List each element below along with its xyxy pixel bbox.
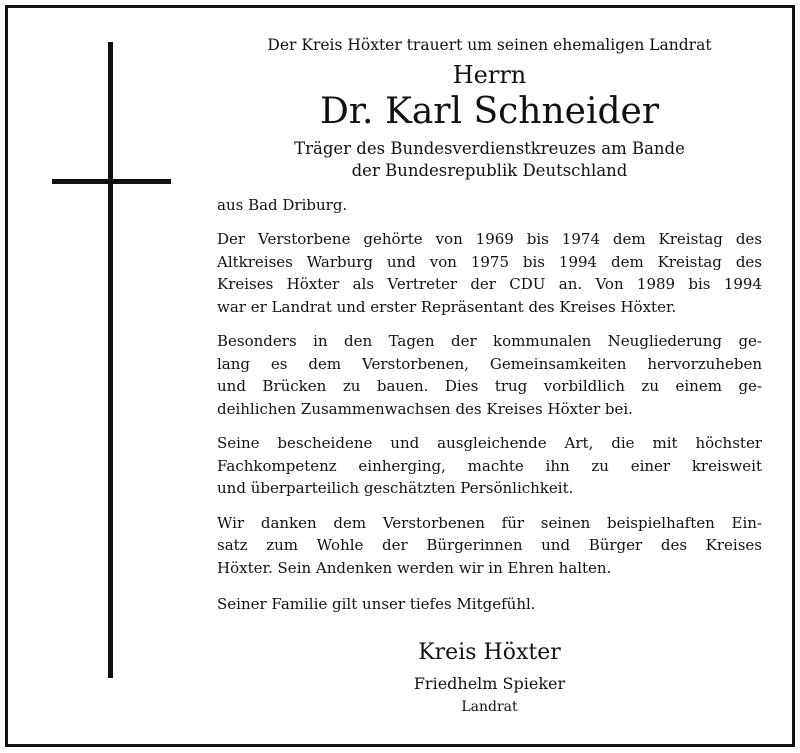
intro-line: Der Kreis Höxter trauert um seinen ehemaligen Landrat [267, 36, 712, 54]
salutation: Herrn [452, 61, 527, 89]
text-line: Besonders in den Tagen der kommunalen Neugliederung ge- [217, 332, 762, 350]
text-line: war er Landrat und erster Repräsentant des Kreises Höxter. [217, 297, 677, 316]
deceased-name: Dr. Karl Schneider [319, 91, 660, 132]
text-line: Wir danken dem Verstorbenen für seinen beispielhaften Ein- [217, 513, 762, 532]
text-line: Höxter. Sein Andenken werden wir in Ehren halten. [217, 558, 612, 577]
text-line: deihlichen Zusammenwachsen des Kreises Höxter bei. [217, 399, 633, 418]
text-line: und Brücken zu bauen. Dies trug vorbildlich zu einem ge- [217, 377, 762, 395]
cross-icon-horizontal-bar [52, 179, 171, 184]
signature-organization: Kreis Höxter [418, 640, 561, 665]
honor-line: Träger des Bundesverdienstkreuzes am Bande [294, 139, 685, 158]
honor-text [217, 138, 762, 182]
text-line: Kreises Höxter als Vertreter der CDU an. Von 1989 bis 1994 [217, 275, 762, 293]
origin-text: aus Bad Driburg. [217, 196, 348, 214]
honor-line: der Bundesrepublik Deutschland [351, 161, 628, 180]
condolence-line: Seiner Familie gilt unser tiefes Mitgefühl. [217, 595, 536, 613]
text-line: Altkreises Warburg und von 1975 bis 1994 dem Kreistag des [217, 252, 762, 271]
text-line: Fachkompetenz einherging, machte ihn zu einer kreisweit [217, 456, 762, 475]
paragraph-character [217, 432, 762, 500]
text-line: satz zum Wohle der Bürgerinnen und Bürger des Kreises [217, 536, 762, 554]
paragraph-thanks [217, 512, 762, 580]
text-line: lang es dem Verstorbenen, Gemeinsamkeiten hervorzuheben [217, 354, 762, 373]
text-line: und überparteilich geschätzten Persönlichkeit. [217, 479, 574, 497]
text-line: Seine bescheidene und ausgleichende Art, die mit höchster [217, 434, 762, 452]
paragraph-career [217, 228, 762, 318]
signature-name: Friedhelm Spieker [413, 674, 566, 693]
cross-icon-vertical-bar [108, 42, 113, 678]
paragraph-merits [217, 330, 762, 420]
signature-title: Landrat [461, 699, 518, 715]
text-line: Der Verstorbene gehörte von 1969 bis 1974 dem Kreistag des [217, 230, 762, 248]
obituary-content [217, 34, 762, 717]
